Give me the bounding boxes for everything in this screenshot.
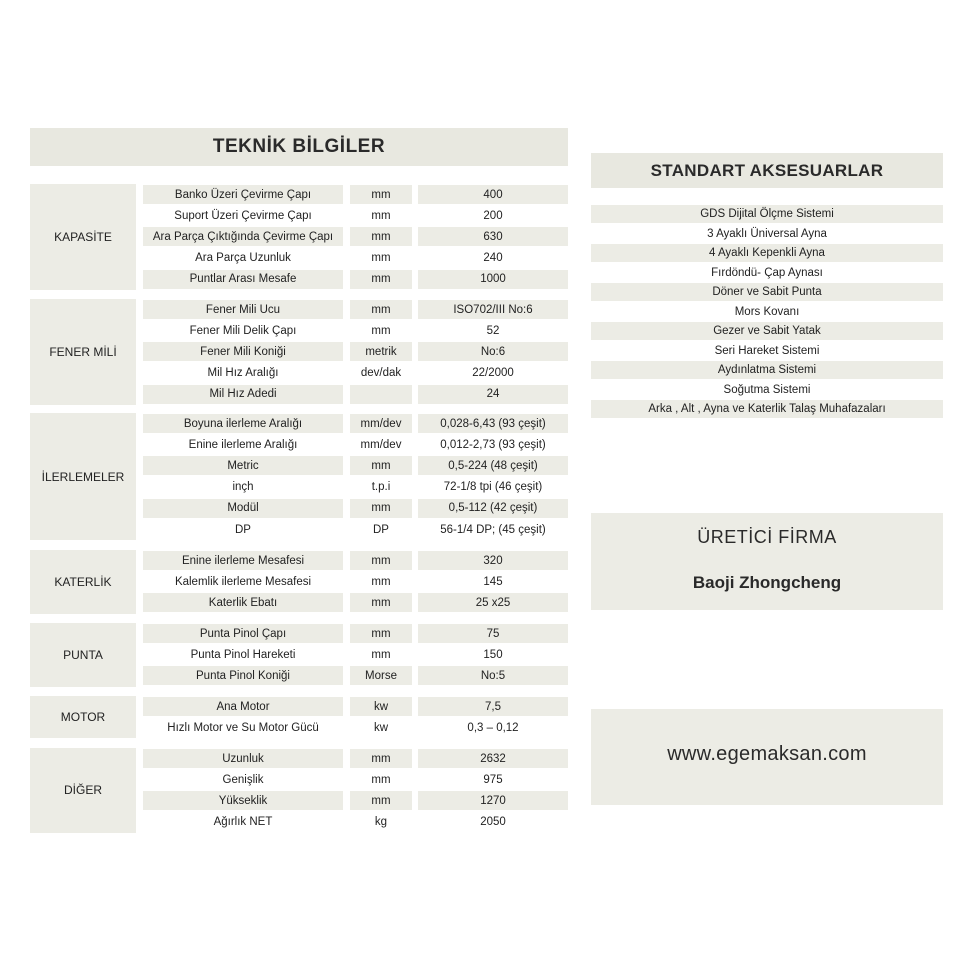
- spec-unit: mm: [350, 593, 412, 612]
- group-label: PUNTA: [30, 623, 136, 687]
- spec-unit: Morse: [350, 666, 412, 685]
- spec-unit: mm: [350, 270, 412, 289]
- spec-value: 320: [418, 551, 568, 570]
- spec-name: Punta Pinol Koniği: [143, 666, 343, 685]
- spec-name: Fener Mili Ucu: [143, 300, 343, 319]
- spec-value: 0,3 – 0,12: [467, 721, 519, 734]
- spec-name: Modül: [143, 499, 343, 518]
- spec-value: 0,5-224 (48 çeşit): [418, 456, 568, 475]
- spec-value: 52: [486, 324, 500, 337]
- accessory-item: Gezer ve Sabit Yatak: [591, 322, 943, 340]
- spec-name: Genişlik: [222, 773, 264, 786]
- spec-value: No:5: [418, 666, 568, 685]
- spec-name: inçh: [232, 481, 254, 494]
- accessory-item: GDS Dijital Ölçme Sistemi: [591, 205, 943, 223]
- spec-name: Yükseklik: [143, 791, 343, 810]
- accessory-item: Arka , Alt , Ayna ve Katerlik Talaş Muhafazaları: [591, 400, 943, 418]
- group-label: MOTOR: [30, 696, 136, 738]
- spec-value: 7,5: [418, 697, 568, 716]
- spec-name: DP: [235, 523, 251, 536]
- spec-unit: mm: [350, 551, 412, 570]
- spec-value: 0,028-6,43 (93 çeşit): [418, 414, 568, 433]
- spec-value: 0,012-2,73 (93 çeşit): [440, 438, 546, 451]
- spec-value: 0,5-112 (42 çeşit): [418, 499, 568, 518]
- spec-name: Ağırlık NET: [213, 816, 273, 829]
- spec-value: 145: [483, 575, 503, 588]
- accessory-item: Aydınlatma Sistemi: [591, 361, 943, 379]
- spec-unit: mm: [350, 227, 412, 246]
- spec-name: Fener Mili Koniği: [143, 342, 343, 361]
- spec-name: Banko Üzeri Çevirme Çapı: [143, 185, 343, 204]
- spec-value: 56-1/4 DP; (45 çeşit): [440, 523, 546, 536]
- group-label: KATERLİK: [30, 550, 136, 614]
- accessories-title: STANDART AKSESUARLAR: [591, 153, 943, 188]
- spec-value: 200: [483, 209, 503, 222]
- spec-unit: mm: [350, 499, 412, 518]
- spec-value: No:6: [418, 342, 568, 361]
- spec-value: 72-1/8 tpi (46 çeşit): [443, 481, 543, 494]
- spec-value: 24: [418, 385, 568, 404]
- spec-unit: mm: [371, 324, 391, 337]
- spec-name: Puntlar Arası Mesafe: [143, 270, 343, 289]
- spec-unit: mm: [371, 575, 391, 588]
- spec-value: 400: [418, 185, 568, 204]
- spec-value: 75: [418, 624, 568, 643]
- spec-value: 150: [483, 648, 503, 661]
- accessory-item: Soğutma Sistemi: [723, 383, 811, 396]
- spec-name: Punta Pinol Hareketi: [190, 648, 296, 661]
- spec-unit: mm/dev: [360, 438, 402, 451]
- spec-name: Hızlı Motor ve Su Motor Gücü: [167, 721, 319, 734]
- spec-unit: mm/dev: [350, 414, 412, 433]
- spec-unit: kw: [350, 697, 412, 716]
- manufacturer-box: [591, 513, 943, 610]
- spec-value: 1270: [418, 791, 568, 810]
- spec-value: 975: [483, 773, 503, 786]
- spec-value: 240: [483, 252, 503, 265]
- manufacturer-name: Baoji Zhongcheng: [692, 573, 842, 592]
- spec-name: Enine ilerleme Aralığı: [188, 438, 298, 451]
- spec-name: Uzunluk: [143, 749, 343, 768]
- website-box: [591, 709, 943, 805]
- accessory-item: Döner ve Sabit Punta: [591, 283, 943, 301]
- website-url: www.egemaksan.com: [667, 743, 867, 765]
- spec-unit: mm: [371, 773, 391, 786]
- spec-unit: mm: [371, 209, 391, 222]
- spec-name: Ana Motor: [143, 697, 343, 716]
- accessory-item: Fırdöndü- Çap Aynası: [711, 266, 823, 279]
- group-label: İLERLEMELER: [30, 413, 136, 540]
- spec-name: Suport Üzeri Çevirme Çapı: [174, 209, 312, 222]
- group-label: FENER MİLİ: [30, 299, 136, 405]
- spec-unit: DP: [373, 523, 389, 536]
- spec-unit: mm: [350, 185, 412, 204]
- spec-value: 22/2000: [472, 367, 514, 380]
- spec-value: 25 x25: [418, 593, 568, 612]
- accessory-item: Seri Hareket Sistemi: [714, 344, 820, 357]
- spec-name: Mil Hız Adedi: [143, 385, 343, 404]
- spec-name: Katerlik Ebatı: [143, 593, 343, 612]
- spec-name: Mil Hız Aralığı: [207, 367, 279, 380]
- spec-name: Ara Parça Çıktığında Çevirme Çapı: [143, 227, 343, 246]
- spec-unit: t.p.i: [371, 481, 391, 494]
- teknik-title: TEKNİK BİLGİLER: [30, 128, 568, 166]
- spec-unit: kg: [374, 816, 388, 829]
- spec-name: Ara Parça Uzunluk: [195, 252, 291, 265]
- spec-value: 1000: [418, 270, 568, 289]
- spec-name: Fener Mili Delik Çapı: [189, 324, 297, 337]
- spec-name: Enine ilerleme Mesafesi: [143, 551, 343, 570]
- spec-value: 630: [418, 227, 568, 246]
- spec-name: Boyuna ilerleme Aralığı: [143, 414, 343, 433]
- spec-unit: mm: [350, 456, 412, 475]
- spec-unit: metrik: [350, 342, 412, 361]
- spec-value: 2050: [480, 816, 506, 829]
- spec-unit: mm: [371, 252, 391, 265]
- spec-value: ISO702/III No:6: [418, 300, 568, 319]
- group-label: KAPASİTE: [30, 184, 136, 290]
- spec-unit: mm: [350, 791, 412, 810]
- spec-unit: mm: [371, 648, 391, 661]
- spec-unit: kw: [373, 721, 389, 734]
- spec-name: Kalemlik ilerleme Mesafesi: [174, 575, 312, 588]
- spec-value: 2632: [418, 749, 568, 768]
- spec-unit: dev/dak: [360, 367, 402, 380]
- spec-unit: mm: [350, 624, 412, 643]
- spec-unit: mm: [350, 749, 412, 768]
- group-label: DİĞER: [30, 748, 136, 833]
- spec-unit: mm: [350, 300, 412, 319]
- manufacturer-title: ÜRETİCİ FİRMA: [697, 527, 837, 547]
- accessory-item: Mors Kovanı: [734, 305, 800, 318]
- accessory-item: 3 Ayaklı Üniversal Ayna: [707, 227, 827, 240]
- accessory-item: 4 Ayaklı Kepenkli Ayna: [591, 244, 943, 262]
- spec-name: Punta Pinol Çapı: [143, 624, 343, 643]
- spec-name: Metric: [143, 456, 343, 475]
- spec-unit: [350, 385, 412, 404]
